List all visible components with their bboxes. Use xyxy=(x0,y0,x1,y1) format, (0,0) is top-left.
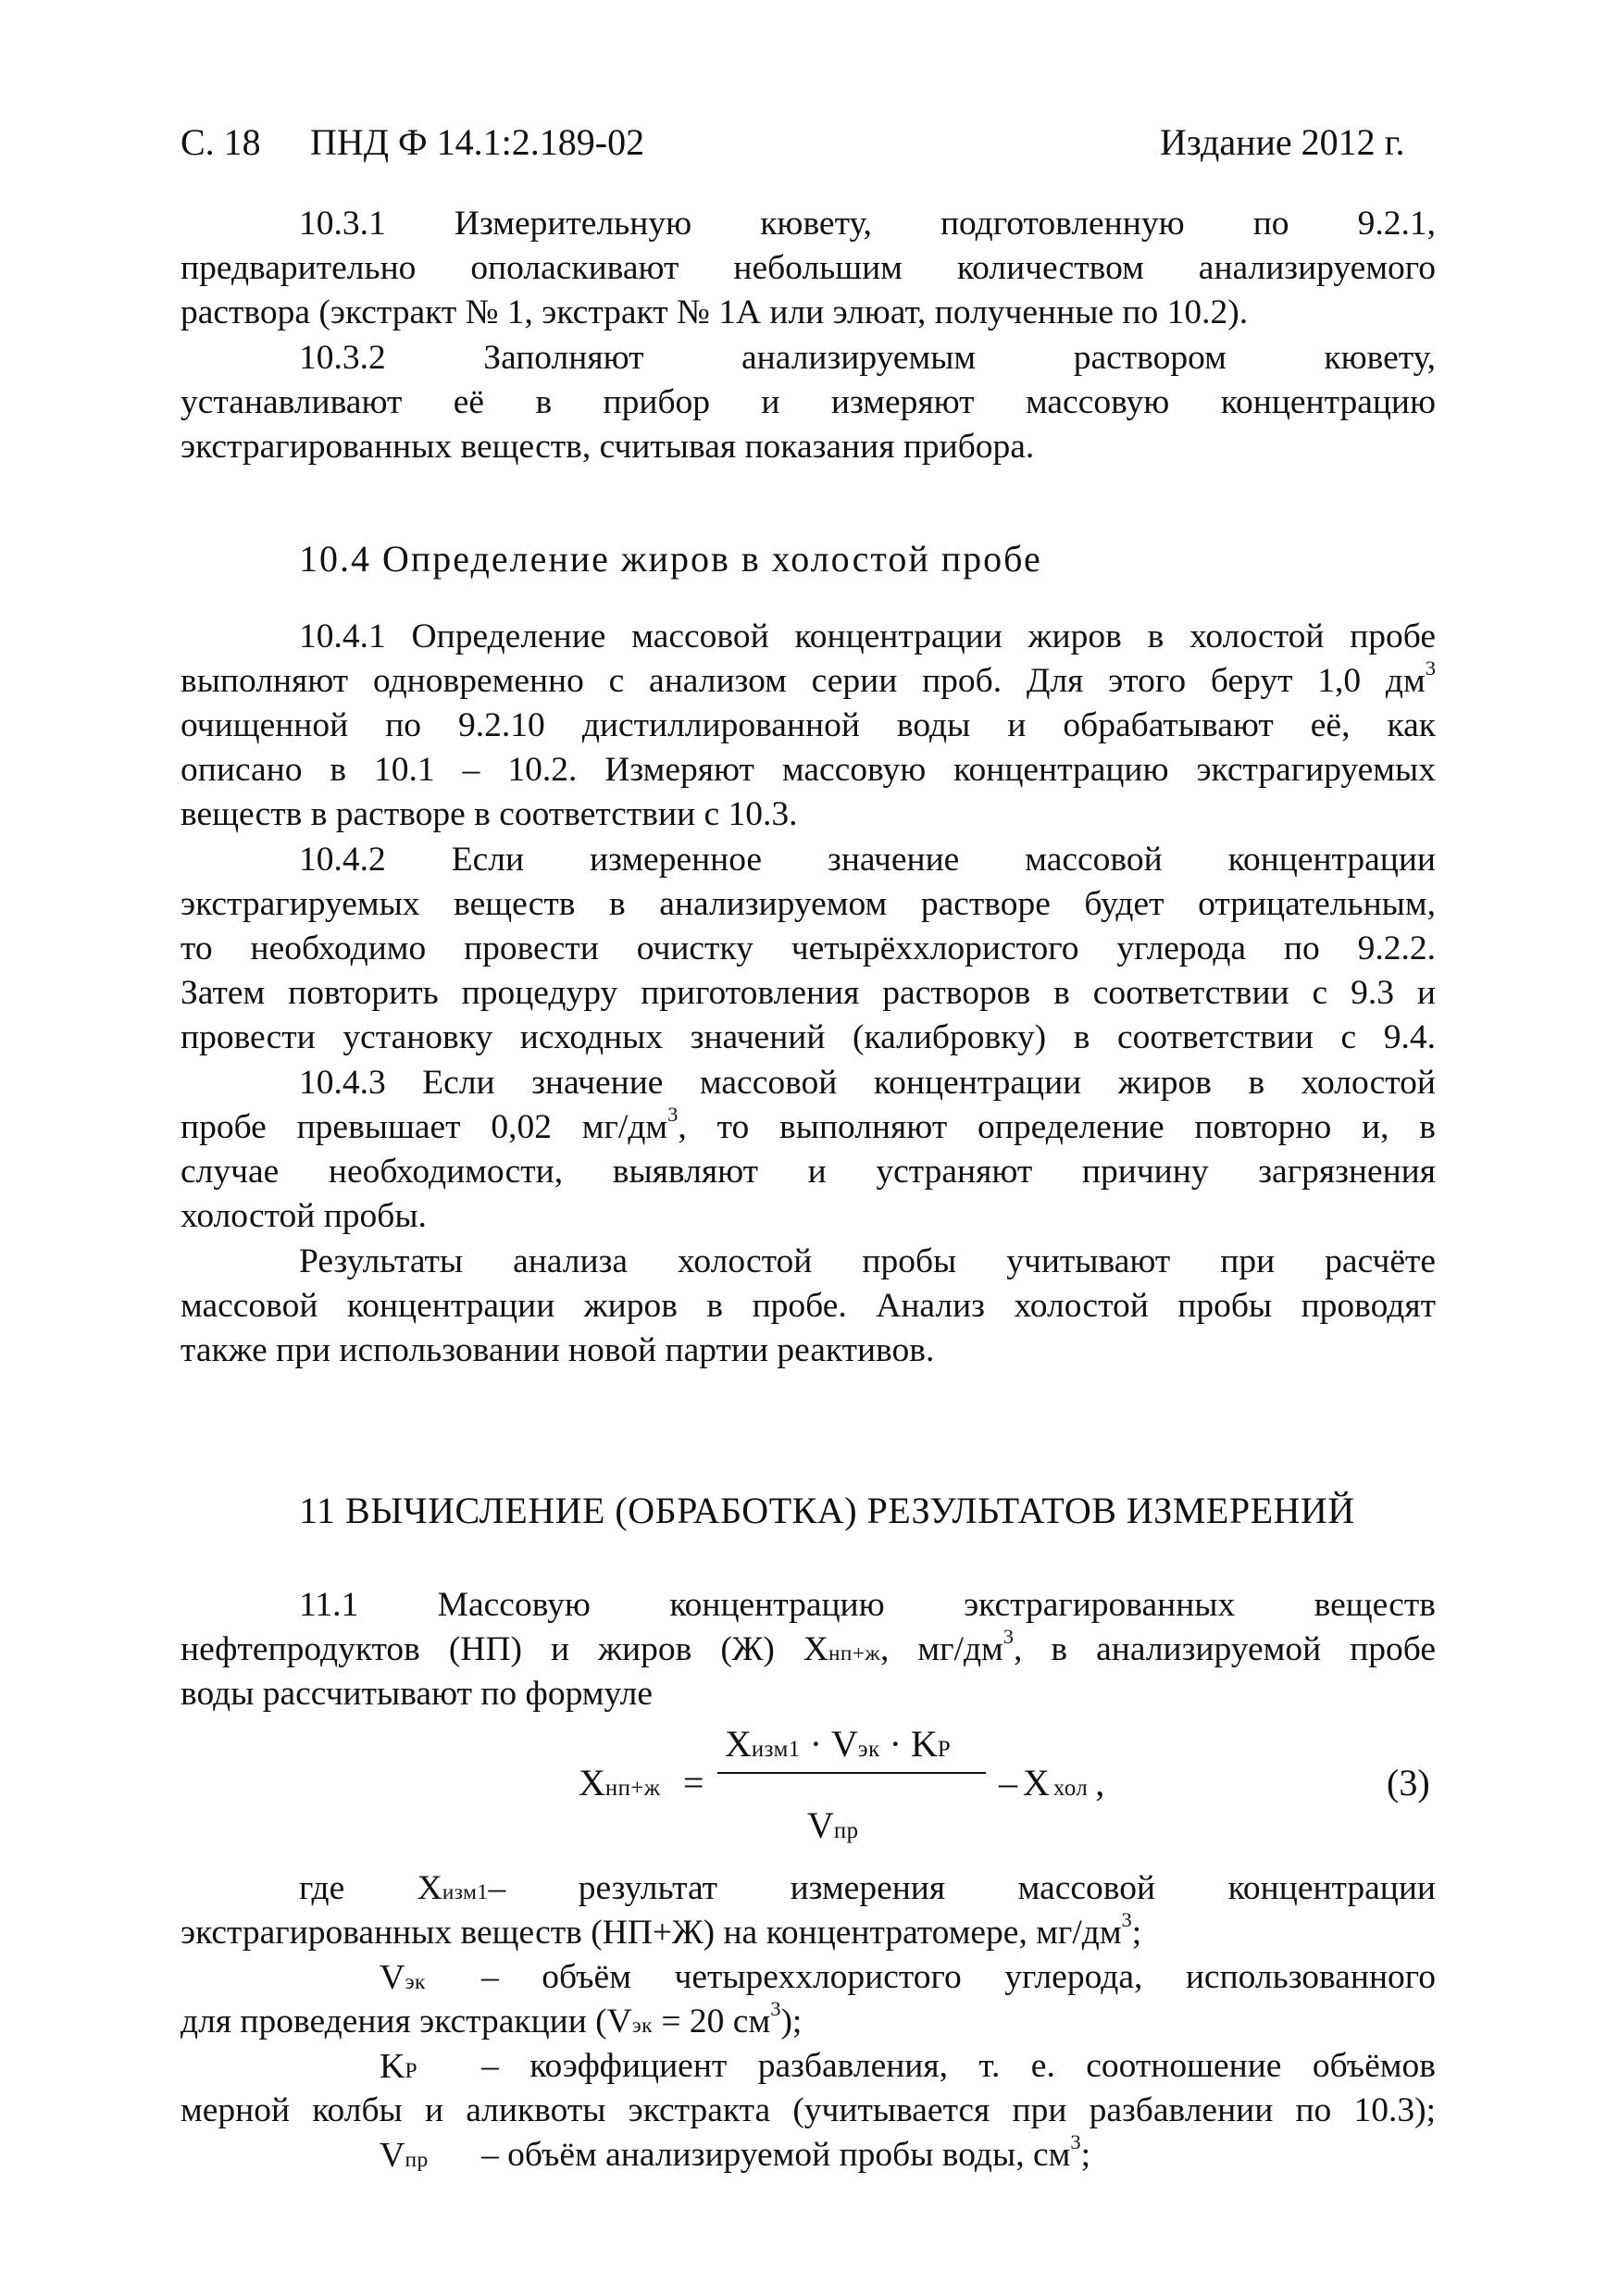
superscript: 3 xyxy=(1121,1908,1132,1931)
symbol-k-p xyxy=(380,2046,417,2087)
text-segment: нефтепродуктов (НП) и жиров (Ж) X xyxy=(181,1630,828,1668)
text-line: экстрагируемых веществ в анализируемом растворе будет отрицательным, xyxy=(181,885,1436,923)
subscript: P xyxy=(937,1737,952,1762)
superscript: 3 xyxy=(1425,656,1436,680)
text-line: 10.4.3 Если значение массовой концентрации жиров в холостой xyxy=(299,1064,1436,1102)
definition-x-izm1 xyxy=(299,1866,1436,1915)
formula-denominator xyxy=(807,1803,859,1847)
text-line xyxy=(299,1866,1436,1915)
text-line: 11.1 Массовую концентрацию экстрагированных веществ xyxy=(299,1586,1436,1624)
text-line: 10.4.1 Определение массовой концентрации жиров в холостой пробе xyxy=(299,618,1436,655)
text-line: Затем повторить процедуру приготовления растворов в соответствии с 9.3 и xyxy=(181,974,1436,1012)
definition-x-izm1-cont xyxy=(181,1908,1436,1955)
symbol-x: X xyxy=(725,1723,752,1765)
superscript: 3 xyxy=(770,1997,781,2020)
formula-number: (3) xyxy=(1387,1762,1430,1803)
page-number: С. 18 xyxy=(181,121,261,163)
text-line: холостой пробы. xyxy=(181,1197,427,1235)
subscript: эк xyxy=(405,1970,426,1994)
text-line: предварительно ополаскивают небольшим количеством анализируемого xyxy=(181,249,1436,287)
definition-v-pr xyxy=(481,2130,1436,2177)
formula-equals: = xyxy=(683,1762,704,1803)
text-line xyxy=(181,1105,1436,1150)
subscript: эк xyxy=(857,1737,880,1762)
symbol-v-ek xyxy=(380,1957,426,1998)
text-line xyxy=(181,1625,1436,1676)
text-line: очищенной по 9.2.10 дистиллированной воды и обрабатывают её, как xyxy=(181,706,1436,744)
document-code: ПНД Ф 14.1:2.189-02 xyxy=(310,121,645,163)
superscript: 3 xyxy=(667,1103,679,1126)
text-segment: , мг/дм xyxy=(880,1630,1003,1668)
minus-sign: – xyxy=(999,1762,1017,1803)
text-segment: ; xyxy=(1080,2136,1090,2174)
definition-k-p-cont: мерной колбы и аликвоты экстракта (учитывается при разбавлении по 10.3); xyxy=(181,2091,1436,2129)
subscript: нп+ж xyxy=(828,1641,881,1666)
superscript: 3 xyxy=(1070,2130,1081,2153)
text-segment: для проведения экстракции (V xyxy=(181,2003,632,2040)
subscript: пр xyxy=(833,1818,859,1843)
section-heading-11: 11 ВЫЧИСЛЕНИЕ (ОБРАБОТКА) РЕЗУЛЬТАТОВ ИЗМЕРЕНИЙ xyxy=(299,1490,1355,1531)
comma: , xyxy=(1095,1762,1105,1803)
text-segment: экстрагированных веществ (НП+Ж) на концентратомере, мг/дм xyxy=(181,1914,1122,1952)
subscript: хол xyxy=(1052,1776,1089,1801)
text-line: провести установку исходных значений (калибровку) в соответствии с 9.4. xyxy=(181,1018,1436,1056)
text-segment: = 20 см xyxy=(653,2003,771,2040)
superscript: 3 xyxy=(1003,1625,1015,1648)
text-line: то необходимо провести очистку четырёххлористого углерода по 9.2.2. xyxy=(181,930,1436,967)
text-line: также при использовании новой партии реактивов. xyxy=(181,1331,935,1369)
dot-operator: · xyxy=(809,1723,823,1765)
text-line: Результаты анализа холостой пробы учитывают при расчёте xyxy=(299,1242,1436,1280)
text-segment: – объём анализируемой пробы воды, см xyxy=(481,2136,1071,2174)
text-line: устанавливают её в прибор и измеряют массовую концентрацию xyxy=(181,383,1436,421)
dot-operator: · xyxy=(889,1723,902,1765)
symbol-x: X xyxy=(1023,1762,1050,1803)
symbol-v-pr xyxy=(380,2135,429,2176)
symbol-v: V xyxy=(380,2136,405,2175)
text-segment: где X xyxy=(299,1869,442,1907)
definition-v-ek-cont xyxy=(181,1997,1436,2048)
formula-numerator xyxy=(725,1722,951,1766)
text-line: раствора (экстракт № 1, экстракт № 1А или элюат, полученные по 10.2). xyxy=(181,293,1249,331)
text-line: экстрагированных веществ, считывая показания прибора. xyxy=(181,428,1035,466)
text-line: 10.4.2 Если измеренное значение массовой концентрации xyxy=(299,841,1436,879)
symbol-v: V xyxy=(807,1804,834,1846)
symbol-k: K xyxy=(910,1723,938,1765)
text-segment: , то выполняют определение повторно и, в xyxy=(678,1108,1437,1146)
text-line xyxy=(181,656,1436,704)
text-line: воды рассчитывают по формуле xyxy=(181,1675,653,1713)
symbol-k: K xyxy=(380,2047,405,2086)
fraction-bar xyxy=(717,1772,986,1774)
text-line: случае необходимости, выявляют и устраняют причину загрязнения xyxy=(181,1153,1436,1191)
text-segment: , в анализируемой пробе xyxy=(1014,1630,1436,1668)
edition-label: Издание 2012 г. xyxy=(1160,121,1405,163)
symbol-v: V xyxy=(831,1723,858,1765)
definition-k-p: – коэффициент разбавления, т. е. соотношение объёмов xyxy=(481,2047,1436,2085)
text-line: 10.3.1 Измерительную кювету, подготовленную по 9.2.1, xyxy=(299,205,1436,243)
subscript: эк xyxy=(631,2014,654,2038)
subscript: изм1 xyxy=(751,1737,801,1762)
text-line: веществ в растворе в соответствии с 10.3. xyxy=(181,795,798,833)
text-line: массовой концентрации жиров в пробе. Анализ холостой пробы проводят xyxy=(181,1287,1436,1325)
text-segment: выполняют одновременно с анализом серии проб. Для этого берут 1,0 дм xyxy=(181,662,1426,700)
formula-lhs xyxy=(579,1761,661,1804)
text-segment: ); xyxy=(780,2003,803,2040)
symbol-v: V xyxy=(380,1958,405,1997)
text-line: 10.3.2 Заполняют анализируемым раствором кювету, xyxy=(299,339,1436,377)
definition-v-ek: – объём четыреххлористого углерода, использованного xyxy=(481,1958,1436,1996)
text-line: описано в 10.1 – 10.2. Измеряют массовую концентрацию экстрагируемых xyxy=(181,751,1436,789)
subscript: нп+ж xyxy=(604,1776,661,1801)
section-heading-10-4: 10.4 Определение жиров в холостой пробе xyxy=(299,538,1042,580)
subscript: изм1 xyxy=(442,1880,489,1904)
formula-rhs xyxy=(999,1761,1104,1804)
subscript: пр xyxy=(405,2148,429,2172)
text-segment: – результат измерения массовой концентрации xyxy=(488,1869,1436,1907)
text-segment: пробе превышает 0,02 мг/дм xyxy=(181,1108,668,1146)
text-segment: ; xyxy=(1131,1914,1142,1952)
symbol-x: X xyxy=(579,1762,605,1803)
subscript: P xyxy=(405,2059,418,2083)
